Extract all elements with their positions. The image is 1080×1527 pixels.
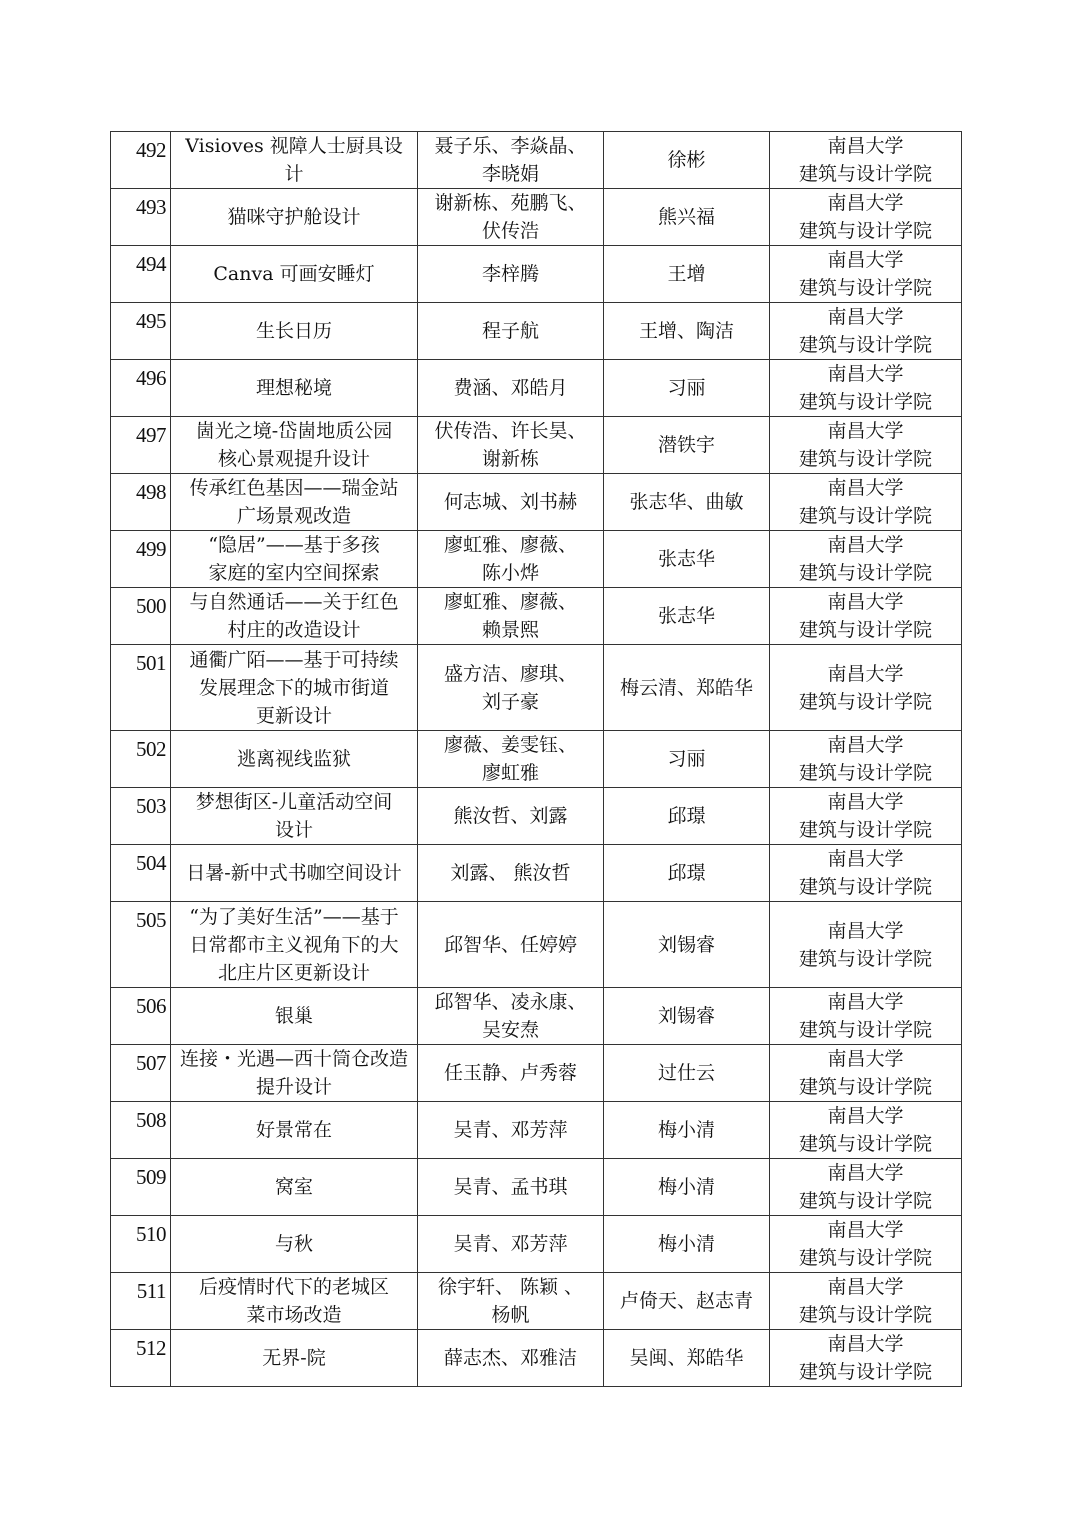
entry-number-cell [111, 360, 171, 417]
table-row [111, 902, 962, 988]
project-title: “隐居”——基于多孩 家庭的室内空间探索 [208, 534, 380, 584]
team-members-cell [418, 902, 604, 988]
advisor-name: 梅云清、郑皓华 [619, 676, 753, 699]
advisor-name-cell [604, 531, 770, 588]
entry-number: 495 [136, 309, 166, 333]
school-name: 南昌大学 建筑与设计学院 [798, 1105, 932, 1155]
advisor-name-cell [604, 588, 770, 645]
advisor-name-cell [604, 1102, 770, 1159]
advisor-name: 张志华 [657, 605, 715, 627]
school-name: 南昌大学 建筑与设计学院 [798, 662, 932, 713]
school-name-cell [770, 303, 962, 360]
entry-number-cell [111, 132, 171, 189]
team-members-cell [418, 1159, 604, 1216]
entry-number: 498 [136, 480, 166, 504]
advisor-name: 过仕云 [657, 1062, 715, 1084]
entry-number-cell [111, 189, 171, 246]
school-name-cell [770, 788, 962, 845]
advisor-name-cell [604, 474, 770, 531]
project-title: 通衢广陌——基于可持续 发展理念下的城市街道 更新设计 [189, 648, 399, 727]
entry-number: 507 [136, 1051, 166, 1075]
entry-number-cell [111, 1159, 171, 1216]
school-name-cell [770, 132, 962, 189]
advisor-name-cell [604, 845, 770, 902]
advisor-name-cell [604, 417, 770, 474]
entry-number: 504 [136, 851, 166, 875]
table-row [111, 360, 962, 417]
advisor-name-cell [604, 1045, 770, 1102]
team-members: 熊汝哲、刘露 [453, 805, 568, 827]
entry-number: 499 [136, 537, 166, 561]
project-title: 日暑-新中式书咖空间设计 [186, 862, 402, 884]
project-title: 后疫情时代下的老城区 菜市场改造 [198, 1276, 389, 1326]
advisor-name: 熊兴福 [657, 206, 715, 228]
advisor-name-cell [604, 988, 770, 1045]
project-title: 猫咪守护舱设计 [227, 206, 361, 228]
table-row [111, 531, 962, 588]
team-members: 徐宇轩、 陈颖 、 杨帆 [437, 1276, 584, 1326]
team-members: 伏传浩、许长昊、 谢新栋 [434, 420, 587, 470]
school-name: 南昌大学 建筑与设计学院 [798, 420, 932, 470]
project-title: 传承红色基因——瑞金站 广场景观改造 [189, 477, 399, 527]
advisor-name: 王增 [667, 263, 706, 285]
team-members-cell [418, 588, 604, 645]
advisor-name-cell [604, 788, 770, 845]
project-title-cell [171, 845, 418, 902]
advisor-name: 徐彬 [667, 149, 706, 171]
advisor-name: 潜铁宇 [657, 434, 715, 456]
awards-table-body [111, 132, 962, 1387]
entry-number: 512 [136, 1336, 166, 1360]
project-title-cell [171, 588, 418, 645]
project-title-cell [171, 246, 418, 303]
entry-number: 510 [136, 1222, 166, 1246]
team-members: 吴青、邓芳萍 [453, 1233, 568, 1255]
school-name-cell [770, 1102, 962, 1159]
team-members-cell [418, 788, 604, 845]
school-name: 南昌大学 建筑与设计学院 [798, 363, 932, 413]
team-members-cell [418, 417, 604, 474]
project-title-cell [171, 1216, 418, 1273]
project-title: “为了美好生活”——基于 日常都市主义视角下的大 北庄片区更新设计 [189, 905, 399, 984]
school-name-cell [770, 474, 962, 531]
team-members-cell [418, 246, 604, 303]
school-name: 南昌大学 建筑与设计学院 [798, 1276, 932, 1326]
advisor-name-cell [604, 303, 770, 360]
advisor-name: 刘锡睿 [657, 933, 715, 956]
school-name-cell [770, 531, 962, 588]
team-members-cell [418, 189, 604, 246]
advisor-name-cell [604, 1330, 770, 1387]
advisor-name: 张志华、曲敏 [629, 491, 744, 513]
project-title-cell [171, 474, 418, 531]
table-row [111, 474, 962, 531]
school-name-cell [770, 645, 962, 731]
advisor-name-cell [604, 731, 770, 788]
school-name: 南昌大学 建筑与设计学院 [798, 534, 932, 584]
advisor-name: 邱璟 [667, 805, 706, 827]
advisor-name-cell [604, 360, 770, 417]
table-row [111, 1216, 962, 1273]
entry-number: 501 [136, 651, 166, 675]
team-members-cell [418, 731, 604, 788]
entry-number: 503 [136, 794, 166, 818]
team-members: 何志城、刘书赫 [443, 491, 577, 513]
advisor-name: 邱璟 [667, 862, 706, 884]
school-name: 南昌大学 建筑与设计学院 [798, 306, 932, 356]
advisor-name-cell [604, 246, 770, 303]
entry-number-cell [111, 417, 171, 474]
school-name-cell [770, 360, 962, 417]
team-members-cell [418, 1045, 604, 1102]
table-row [111, 588, 962, 645]
entry-number: 505 [136, 908, 166, 932]
team-members: 吴青、孟书琪 [453, 1176, 568, 1198]
entry-number-cell [111, 1045, 171, 1102]
project-title: 与秋 [274, 1233, 313, 1255]
entry-number-cell [111, 1216, 171, 1273]
entry-number-cell [111, 988, 171, 1045]
team-members-cell [418, 1330, 604, 1387]
entry-number: 508 [136, 1108, 166, 1132]
team-members: 廖虹雅、廖薇、 陈小烨 [443, 534, 577, 584]
project-title: 梦想街区-儿童活动空间 设计 [195, 791, 393, 841]
school-name: 南昌大学 建筑与设计学院 [798, 1333, 932, 1383]
advisor-name-cell [604, 1273, 770, 1330]
advisor-name: 吴闽、郑皓华 [629, 1347, 744, 1369]
entry-number-cell [111, 845, 171, 902]
entry-number: 502 [136, 737, 166, 761]
project-title-cell [171, 1045, 418, 1102]
project-title-cell [171, 303, 418, 360]
team-members: 刘露、 熊汝哲 [450, 862, 571, 884]
team-members-cell [418, 360, 604, 417]
school-name-cell [770, 731, 962, 788]
school-name-cell [770, 845, 962, 902]
school-name-cell [770, 588, 962, 645]
school-name-cell [770, 417, 962, 474]
table-row [111, 645, 962, 731]
table-row [111, 845, 962, 902]
entry-number-cell [111, 474, 171, 531]
team-members: 程子航 [481, 320, 539, 342]
team-members-cell [418, 1273, 604, 1330]
entry-number: 500 [136, 594, 166, 618]
school-name-cell [770, 1216, 962, 1273]
project-title-cell [171, 132, 418, 189]
entry-number-cell [111, 246, 171, 303]
table-row [111, 988, 962, 1045]
project-title-cell [171, 1102, 418, 1159]
team-members: 费涵、邓皓月 [453, 377, 568, 399]
advisor-name-cell [604, 902, 770, 988]
project-title: 窝室 [274, 1176, 313, 1198]
entry-number-cell [111, 303, 171, 360]
project-title: 好景常在 [255, 1119, 332, 1141]
advisor-name: 卢倚天、赵志青 [619, 1290, 753, 1312]
school-name: 南昌大学 建筑与设计学院 [798, 734, 932, 784]
advisor-name-cell [604, 1159, 770, 1216]
team-members: 薛志杰、邓雅洁 [443, 1347, 577, 1369]
school-name: 南昌大学 建筑与设计学院 [798, 791, 932, 841]
project-title: 理想秘境 [255, 377, 332, 399]
team-members: 廖虹雅、廖薇、 赖景熙 [443, 591, 577, 641]
school-name: 南昌大学 建筑与设计学院 [798, 591, 932, 641]
table-row [111, 246, 962, 303]
team-members-cell [418, 1216, 604, 1273]
school-name-cell [770, 1045, 962, 1102]
table-row [111, 731, 962, 788]
team-members-cell [418, 132, 604, 189]
table-row [111, 1102, 962, 1159]
entry-number: 509 [136, 1165, 166, 1189]
entry-number-cell [111, 1273, 171, 1330]
advisor-name-cell [604, 132, 770, 189]
advisor-name: 张志华 [657, 548, 715, 570]
table-row [111, 303, 962, 360]
school-name-cell [770, 988, 962, 1045]
school-name: 南昌大学 建筑与设计学院 [798, 135, 932, 185]
team-members-cell [418, 1102, 604, 1159]
team-members: 盛方洁、廖琪、 刘子豪 [443, 662, 577, 713]
project-title: Canva 可画安睡灯 [213, 263, 375, 285]
school-name-cell [770, 189, 962, 246]
team-members-cell [418, 303, 604, 360]
school-name-cell [770, 246, 962, 303]
table-row [111, 417, 962, 474]
table-row [111, 132, 962, 189]
team-members-cell [418, 531, 604, 588]
entry-number-cell [111, 531, 171, 588]
entry-number: 494 [136, 252, 166, 276]
team-members: 任玉静、卢秀蓉 [443, 1062, 577, 1084]
school-name: 南昌大学 建筑与设计学院 [798, 991, 932, 1041]
entry-number-cell [111, 788, 171, 845]
entry-number-cell [111, 902, 171, 988]
project-title-cell [171, 788, 418, 845]
entry-number: 492 [136, 138, 166, 162]
project-title-cell [171, 902, 418, 988]
table-row [111, 1330, 962, 1387]
project-title: 与自然通话——关于红色 村庄的改造设计 [189, 591, 399, 641]
advisor-name-cell [604, 1216, 770, 1273]
entry-number-cell [111, 645, 171, 731]
entry-number: 496 [136, 366, 166, 390]
project-title-cell [171, 360, 418, 417]
team-members-cell [418, 645, 604, 731]
table-row [111, 1045, 962, 1102]
school-name: 南昌大学 建筑与设计学院 [798, 249, 932, 299]
team-members-cell [418, 988, 604, 1045]
table-row [111, 788, 962, 845]
team-members: 廖薇、姜雯钰、 廖虹雅 [443, 734, 577, 784]
team-members: 邱智华、任婷婷 [443, 933, 577, 956]
awards-table [110, 131, 962, 1387]
team-members: 聂子乐、李焱晶、 李晓娟 [434, 135, 587, 185]
table-row [111, 1159, 962, 1216]
school-name-cell [770, 1273, 962, 1330]
team-members: 谢新栋、苑鹏飞、 伏传浩 [434, 192, 587, 242]
table-row [111, 189, 962, 246]
entry-number: 497 [136, 423, 166, 447]
school-name-cell [770, 1159, 962, 1216]
project-title-cell [171, 189, 418, 246]
project-title-cell [171, 1159, 418, 1216]
entry-number-cell [111, 588, 171, 645]
project-title: 无界-院 [262, 1347, 326, 1369]
project-title-cell [171, 988, 418, 1045]
school-name: 南昌大学 建筑与设计学院 [798, 1048, 932, 1098]
advisor-name-cell [604, 645, 770, 731]
team-members: 吴青、邓芳萍 [453, 1119, 568, 1141]
project-title-cell [171, 1330, 418, 1387]
school-name-cell [770, 1330, 962, 1387]
entry-number: 506 [136, 994, 166, 1018]
advisor-name-cell [604, 189, 770, 246]
project-title-cell [171, 417, 418, 474]
advisor-name: 刘锡睿 [657, 1005, 715, 1027]
school-name: 南昌大学 建筑与设计学院 [798, 192, 932, 242]
school-name-cell [770, 902, 962, 988]
entry-number-cell [111, 1102, 171, 1159]
team-members-cell [418, 474, 604, 531]
advisor-name: 梅小清 [657, 1233, 715, 1255]
school-name: 南昌大学 建筑与设计学院 [798, 848, 932, 898]
school-name: 南昌大学 建筑与设计学院 [798, 477, 932, 527]
advisor-name: 习丽 [667, 377, 706, 399]
project-title: 连接・光遇—西十筒仓改造 提升设计 [179, 1048, 408, 1098]
school-name: 南昌大学 建筑与设计学院 [798, 1219, 932, 1269]
entry-number: 511 [136, 1279, 166, 1303]
awards-document [110, 131, 961, 1387]
school-name: 南昌大学 建筑与设计学院 [798, 919, 932, 970]
project-title-cell [171, 645, 418, 731]
project-title: Visioves 视障人士厨具设 计 [185, 135, 403, 185]
advisor-name: 梅小清 [657, 1176, 715, 1198]
project-title-cell [171, 731, 418, 788]
entry-number-cell [111, 731, 171, 788]
team-members-cell [418, 845, 604, 902]
advisor-name: 习丽 [667, 748, 706, 770]
project-title-cell [171, 531, 418, 588]
entry-number: 493 [136, 195, 166, 219]
project-title: 生长日历 [255, 320, 332, 342]
project-title-cell [171, 1273, 418, 1330]
project-title: 银巢 [274, 1005, 313, 1027]
table-row [111, 1273, 962, 1330]
school-name: 南昌大学 建筑与设计学院 [798, 1162, 932, 1212]
advisor-name: 梅小清 [657, 1119, 715, 1141]
entry-number-cell [111, 1330, 171, 1387]
project-title: 逃离视线监狱 [236, 748, 351, 770]
team-members: 邱智华、凌永康、 吴安焘 [434, 991, 587, 1041]
advisor-name: 王增、陶洁 [638, 320, 734, 342]
team-members: 李梓腾 [481, 263, 539, 285]
project-title: 崮光之境-岱崮地质公园 核心景观提升设计 [195, 420, 393, 470]
